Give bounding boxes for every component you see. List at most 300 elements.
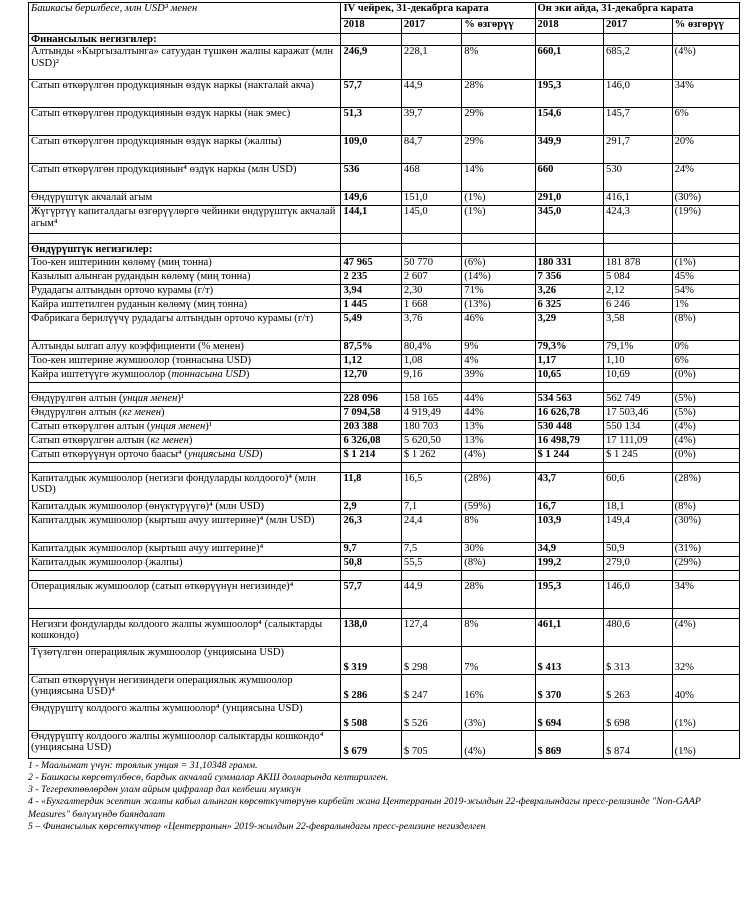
value-cell: 29% [462,136,535,164]
footnote: 4 - «Бухгалтердик эсептин жалпы кабыл алынган көрсөткүчтөрүнө кирбейт жана Центерранын 2019-жылдын 22-февралындагы пресс-релизинде "Non-GAAP Measures" бөлүмүндө баяндалат [28,796,701,820]
table-row [29,448,740,462]
empty-cell [341,244,401,256]
value-cell: 1,08 [401,354,461,368]
empty-cell [462,34,535,46]
value-cell: 34,9 [535,542,604,556]
footnote: 2 - Башкасы көрсөтүлбөсө, бардык акчалай суммалар АКШ долларында келтирилген. [28,772,389,784]
value-cell: (31%) [672,542,739,556]
empty-cell [341,608,401,618]
value-cell: 158 165 [401,392,461,406]
value-cell: 6% [672,354,739,368]
row-label: Операциялык жумшоолор (сатып өткөрүүнүн негизинде)⁴ [29,580,341,608]
row-label: Өндүрүштүк акчалай агым [29,192,341,206]
empty-cell [401,244,461,256]
table-row [29,340,740,354]
row-label: Тоо-кен иштеринин көлөмү (миң тонна) [29,256,341,270]
table-row [29,406,740,420]
row-label: Капиталдык жумшоолор (негизги фондуларды колдоого)⁴ (млн USD) [29,472,341,500]
value-cell: 10,65 [535,368,604,382]
value-cell: 1,12 [341,354,401,368]
value-cell: 349,9 [535,136,604,164]
value-cell: 138,0 [341,618,401,646]
value-cell: (3%) [462,702,535,730]
value-cell: 536 [341,164,401,192]
value-cell: 228 096 [341,392,401,406]
empty-cell [672,34,739,46]
value-cell: 32% [672,646,739,674]
value-cell: (1%) [672,256,739,270]
empty-cell [462,244,535,256]
value-cell: 291,7 [604,136,673,164]
empty-cell [29,608,341,618]
table-row [29,368,740,382]
row-label: Өндүрүлгөн алтын (кг менен) [29,406,341,420]
value-cell: 45% [672,270,739,284]
table-row [29,702,740,730]
row-label: Кайра иштетүүгө жумшоолор (тоннасына USD) [29,368,341,382]
value-cell: (8%) [672,312,739,340]
value-cell: 416,1 [604,192,673,206]
row-label: Капиталдык жумшоолор (өнүктүрүүгө)⁴ (млн USD) [29,500,341,514]
table-row [29,618,740,646]
empty-cell [401,382,461,392]
value-cell: $ 1 244 [535,448,604,462]
report-page [28,2,740,833]
unit-text: унциясына USD [187,448,259,460]
row-label: Сатып өткөрүлгөн продукциянын өздүк наркы (жалпы) [29,136,341,164]
table-row [29,514,740,542]
spacer-row [29,462,740,472]
value-cell: (4%) [462,730,535,758]
table-row [29,164,740,192]
value-cell: 8% [462,618,535,646]
value-cell: 550 134 [604,420,673,434]
row-label: Сатып өткөрүлгөн продукциянын⁴ өздүк наркы (млн USD) [29,164,341,192]
row-label: Рудадагы алтындын орточо курамы (г/т) [29,284,341,298]
value-cell: (28%) [462,472,535,500]
value-cell: 5 084 [604,270,673,284]
value-cell: 17 503,46 [604,406,673,420]
value-cell: 16 626,78 [535,406,604,420]
empty-cell [29,570,341,580]
value-cell: 16 498,79 [535,434,604,448]
row-label: Алтынды «Кыргызалтынга» сатуудан түшкөн жалпы каражат (млн USD)² [29,46,341,80]
value-cell: 2 235 [341,270,401,284]
value-cell: 291,0 [535,192,604,206]
empty-cell [341,570,401,580]
value-cell: $ 370 [535,674,604,702]
value-cell: 79,3% [535,340,604,354]
table-row [29,730,740,758]
value-cell: 84,7 [401,136,461,164]
value-cell: (1%) [672,730,739,758]
q4-2018-header: 2018 [341,18,401,34]
year-2017-header: 2017 [604,18,673,34]
value-cell: 6 246 [604,298,673,312]
value-cell: 7 094,58 [341,406,401,420]
empty-cell [462,462,535,472]
table-row [29,108,740,136]
value-cell: 530 448 [535,420,604,434]
q4-change-header: % өзгөрүү [462,18,535,34]
row-label: Сатып өткөрүлгөн продукциянын өздүк наркы (накталай акча) [29,80,341,108]
value-cell: 1,17 [535,354,604,368]
empty-cell [462,608,535,618]
value-cell: 461,1 [535,618,604,646]
empty-cell [604,244,673,256]
value-cell: 9,16 [401,368,461,382]
value-cell: 10,69 [604,368,673,382]
table-row [29,298,740,312]
empty-cell [462,570,535,580]
row-label: Кайра иштетилген руданын көлөмү (миң тонна) [29,298,341,312]
value-cell: 246,9 [341,46,401,80]
value-cell: $ 679 [341,730,401,758]
value-cell: 26,3 [341,514,401,542]
value-cell: $ 298 [401,646,461,674]
value-cell: 181 878 [604,256,673,270]
value-cell: 50 770 [401,256,461,270]
value-cell: 149,6 [341,192,401,206]
empty-cell [672,234,739,244]
value-cell: 203 388 [341,420,401,434]
empty-cell [29,462,341,472]
value-cell: (30%) [672,192,739,206]
empty-cell [535,608,604,618]
table-row [29,80,740,108]
spacer-row [29,570,740,580]
value-cell: 34% [672,580,739,608]
value-cell: 80,4% [401,340,461,354]
value-cell: $ 1 214 [341,448,401,462]
value-cell: 530 [604,164,673,192]
section-header-row [29,244,740,256]
value-cell: 660 [535,164,604,192]
empty-cell [535,34,604,46]
value-cell: 468 [401,164,461,192]
table-row [29,472,740,500]
row-label: Тоо-кен иштерине жумшоолор (тоннасына USD) [29,354,341,368]
value-cell: $ 698 [604,702,673,730]
value-cell: 57,7 [341,580,401,608]
value-cell: (4%) [672,420,739,434]
table-row [29,192,740,206]
value-cell: 0% [672,340,739,354]
year-2018-header: 2018 [535,18,604,34]
value-cell: 1% [672,298,739,312]
value-cell: (1%) [462,192,535,206]
empty-cell [341,462,401,472]
row-label: Капиталдык жумшоолор (кыртыш ачуу иштерине)⁴ (млн USD) [29,514,341,542]
empty-cell [401,608,461,618]
empty-cell [604,608,673,618]
table-row [29,284,740,298]
section-title: Финансылык негизгилер: [29,34,341,46]
q4-period-header: IV чейрек, 31-декабрга карата [341,3,535,19]
value-cell: 109,0 [341,136,401,164]
value-cell: 195,3 [535,80,604,108]
empty-cell [604,570,673,580]
value-cell: 24% [672,164,739,192]
value-cell: 44,9 [401,580,461,608]
value-cell: (8%) [462,556,535,570]
value-cell: $ 313 [604,646,673,674]
value-cell: $ 1 245 [604,448,673,462]
value-cell: 7% [462,646,535,674]
footnote: 3 - Тегеректөөлөрдөн улам айрым цифралар дал келбеши мүмкүн [28,784,301,796]
value-cell: 16% [462,674,535,702]
row-label: Казылып алынган рудандын көлөмү (миң тонна) [29,270,341,284]
unit-text: кг менен [150,434,189,446]
value-cell: 2,12 [604,284,673,298]
table-header-row-periods [29,3,740,19]
empty-cell [462,234,535,244]
twelve-month-period-header: Он эки айда, 31-декабрга карата [535,3,739,19]
empty-cell [462,382,535,392]
value-cell: 44% [462,392,535,406]
unit-text: тоннасына USD [171,368,246,380]
unit-text: кг менен [122,406,161,418]
value-cell: 39,7 [401,108,461,136]
value-cell: 6 326,08 [341,434,401,448]
value-cell: $ 869 [535,730,604,758]
value-cell: 145,0 [401,206,461,234]
value-cell: (1%) [672,702,739,730]
value-cell: 228,1 [401,46,461,80]
value-cell: 7,5 [401,542,461,556]
value-cell: 87,5% [341,340,401,354]
value-cell: (13%) [462,298,535,312]
row-label: Өндүрүштү колдоого жалпы жумшоолор салыктарды кошкондо⁴ (унциясына USD) [29,730,341,758]
value-cell: 12,70 [341,368,401,382]
value-cell: 30% [462,542,535,556]
value-cell: (6%) [462,256,535,270]
value-cell: 40% [672,674,739,702]
value-cell: 57,7 [341,80,401,108]
value-cell: 55,5 [401,556,461,570]
value-cell: 154,6 [535,108,604,136]
value-cell: 103,9 [535,514,604,542]
year-change-header: % өзгөрүү [672,18,739,34]
value-cell: 7 356 [535,270,604,284]
value-cell: 13% [462,434,535,448]
value-cell: 2,9 [341,500,401,514]
table-row [29,136,740,164]
value-cell: 3,76 [401,312,461,340]
value-cell: $ 705 [401,730,461,758]
row-label: Капиталдык жумшоолор (кыртыш ачуу иштерине)⁴ [29,542,341,556]
table-row [29,500,740,514]
value-cell: 8% [462,514,535,542]
value-cell: (5%) [672,392,739,406]
value-cell: 6% [672,108,739,136]
value-cell: 29% [462,108,535,136]
value-cell: 151,0 [401,192,461,206]
value-cell: 480,6 [604,618,673,646]
value-cell: 1 668 [401,298,461,312]
value-cell: 4 919,49 [401,406,461,420]
value-cell: 8% [462,46,535,80]
footnote: 1 - Маалымат үчүн: троялык унция = 31,10348 грамм. [28,759,258,771]
value-cell: 4% [462,354,535,368]
table-row [29,46,740,80]
table-row [29,420,740,434]
value-cell: 39% [462,368,535,382]
value-cell: $ 413 [535,646,604,674]
spacer-row [29,234,740,244]
value-cell: $ 263 [604,674,673,702]
table-row [29,270,740,284]
value-cell: 71% [462,284,535,298]
value-cell: 660,1 [535,46,604,80]
value-cell: 3,94 [341,284,401,298]
value-cell: 9% [462,340,535,354]
value-cell: 6 325 [535,298,604,312]
table-row [29,580,740,608]
value-cell: 51,3 [341,108,401,136]
value-cell: (5%) [672,406,739,420]
section-title: Өндүрүштүк негизгилер: [29,244,341,256]
value-cell: 345,0 [535,206,604,234]
empty-cell [672,608,739,618]
row-label: Түзөтүлгөн операциялык жумшоолор (унциясына USD) [29,646,341,674]
value-cell: 47 965 [341,256,401,270]
empty-cell [672,570,739,580]
row-label: Өндүрүлгөн алтын (унция менен)¹ [29,392,341,406]
value-cell: $ 508 [341,702,401,730]
value-cell: 127,4 [401,618,461,646]
value-cell: (4%) [672,434,739,448]
row-label: Алтынды ылгап алуу коэффициенти (% менен) [29,340,341,354]
row-label: Өндүрүштү колдоого жалпы жумшоолор⁴ (унциясына USD) [29,702,341,730]
empty-cell [401,570,461,580]
value-cell: (28%) [672,472,739,500]
empty-cell [401,234,461,244]
value-cell: 1 445 [341,298,401,312]
value-cell: 149,4 [604,514,673,542]
value-cell: (30%) [672,514,739,542]
value-cell: $ 874 [604,730,673,758]
value-cell: 5 620,50 [401,434,461,448]
value-cell: 3,58 [604,312,673,340]
row-label: Жүгүртүү капиталдагы өзгөрүүлөргө чейинки өндүрүштүк акчалай агым⁴ [29,206,341,234]
table-row [29,434,740,448]
empty-cell [401,34,461,46]
footnotes [28,760,740,833]
empty-cell [535,570,604,580]
q4-2017-header: 2017 [401,18,461,34]
table-row [29,674,740,702]
financial-table [28,2,740,759]
value-cell: 146,0 [604,80,673,108]
value-cell: $ 286 [341,674,401,702]
value-cell: 2 607 [401,270,461,284]
value-cell: 3,29 [535,312,604,340]
value-cell: (14%) [462,270,535,284]
row-label: Фабрикага берилүүчү рудадагы алтындын орточо курамы (г/т) [29,312,341,340]
section-header-row [29,34,740,46]
value-cell: 46% [462,312,535,340]
value-cell: (4%) [462,448,535,462]
value-cell: 7,1 [401,500,461,514]
value-cell: (59%) [462,500,535,514]
empty-cell [672,462,739,472]
value-cell: $ 1 262 [401,448,461,462]
value-cell: 146,0 [604,580,673,608]
value-cell: 60,6 [604,472,673,500]
value-cell: $ 247 [401,674,461,702]
value-cell: 24,4 [401,514,461,542]
value-cell: 28% [462,580,535,608]
empty-cell [604,234,673,244]
value-cell: 180 331 [535,256,604,270]
value-cell: 34% [672,80,739,108]
value-cell: 279,0 [604,556,673,570]
value-cell: 562 749 [604,392,673,406]
value-cell: 44,9 [401,80,461,108]
unit-text: унция менен [150,420,206,432]
value-cell: 9,7 [341,542,401,556]
value-cell: 199,2 [535,556,604,570]
value-cell: 1,10 [604,354,673,368]
empty-cell [29,234,341,244]
value-cell: 43,7 [535,472,604,500]
value-cell: 180 703 [401,420,461,434]
value-cell: 424,3 [604,206,673,234]
value-cell: 11,8 [341,472,401,500]
spacer-row [29,382,740,392]
value-cell: (1%) [462,206,535,234]
value-cell: 2,30 [401,284,461,298]
value-cell: $ 694 [535,702,604,730]
value-cell: 195,3 [535,580,604,608]
empty-cell [672,382,739,392]
table-row [29,556,740,570]
table-row [29,206,740,234]
value-cell: (8%) [672,500,739,514]
table-row [29,392,740,406]
row-label: Сатып өткөрүүнүн орточо баасы⁴ (унциясына USD) [29,448,341,462]
value-cell: 50,9 [604,542,673,556]
spacer-row [29,608,740,618]
value-cell: (19%) [672,206,739,234]
table-row [29,646,740,674]
value-cell: 16,5 [401,472,461,500]
empty-cell [604,382,673,392]
empty-cell [341,234,401,244]
value-cell: $ 319 [341,646,401,674]
value-cell: (4%) [672,618,739,646]
value-cell: (0%) [672,448,739,462]
row-label: Сатып өткөрүүнүн негизиндеги операциялык жумшоолор (унциясына USD)⁴ [29,674,341,702]
row-label: Негизги фондуларды колдоого жалпы жумшоолор⁴ (салыктарды кошкондо) [29,618,341,646]
empty-cell [29,382,341,392]
empty-cell [341,382,401,392]
value-cell: 20% [672,136,739,164]
value-cell: 685,2 [604,46,673,80]
empty-cell [535,382,604,392]
empty-cell [535,234,604,244]
value-cell: $ 526 [401,702,461,730]
units-caption: Башкасы берилбесе, млн USD³ менен [29,3,341,34]
empty-cell [535,462,604,472]
unit-text: унция менен [122,392,178,404]
value-cell: (29%) [672,556,739,570]
row-label: Сатып өткөрүлгөн продукциянын өздүк наркы (нак эмес) [29,108,341,136]
value-cell: 534 563 [535,392,604,406]
value-cell: (4%) [672,46,739,80]
value-cell: 14% [462,164,535,192]
